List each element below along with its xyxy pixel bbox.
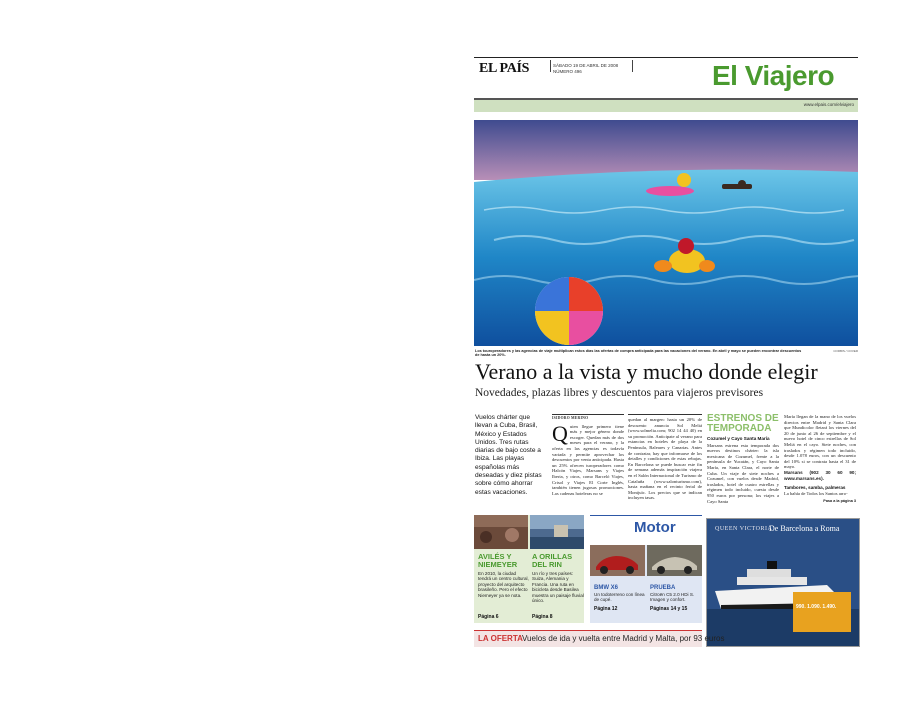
oferta-bar[interactable]: [474, 630, 725, 647]
issue-date: [553, 63, 618, 74]
motor-item-prueba: [650, 585, 702, 612]
date-text: SÁBADO 19 DE ABRIL DE 2008: [553, 63, 619, 68]
masthead-divider: [550, 60, 551, 72]
citroen-car-photo: [647, 545, 702, 576]
estrenos-title: ESTRENOS DE TEMPORADA: [707, 413, 779, 434]
column-text: uien llegue primero tiene más y mejor género donde escoger. Quedan más de dos meses para el verano, y la oferta en las agencias es todavía variada y permite aprovechar los descuentos por venta anticipada. Hasta un 25% ofrecen turoperadores como Halcón Viajes, Marsans y Viajes Iberia, y otros, como Barceló Viajes, Crisol y Viajes El Corte Inglés, también tienen jugosas promociones. Las cadenas hoteleras no se: [552, 423, 624, 496]
features-box: [474, 515, 584, 623]
section-bar: [474, 98, 858, 112]
section-url: www.elpais.com/elviajero: [803, 102, 854, 107]
motor-page-link[interactable]: Páginas 14 y 15: [650, 605, 688, 612]
cruise-advertisement[interactable]: [706, 518, 860, 647]
article-column-2: [628, 414, 702, 501]
photo-credit: CORBIS / COVER: [833, 349, 858, 353]
motor-box: [590, 515, 702, 623]
motor-rule: [590, 515, 702, 516]
article-column-1: [552, 414, 624, 496]
motor-item-title: BMW X6: [594, 585, 618, 591]
feature-aviles: [478, 553, 530, 598]
pool-photo: [474, 120, 858, 346]
motor-item-text: Citroën C5 2.0 HDi S. Imagen y confort.: [650, 592, 695, 603]
column-subtitle: Tambores, samba, palmeras: [784, 485, 846, 491]
masthead-divider: [632, 60, 633, 72]
feature-rin: [532, 553, 584, 603]
photo-caption: Los touroperadores y las agencias de viaje multiplican estos días las ofertas de compra anticipada para las vacaciones del verano. En abril y mayo se pueden encontrar descuentos de hasta un 20%.: [475, 349, 802, 357]
article-column-4: [784, 414, 856, 505]
column-rule: [628, 414, 702, 415]
column-text: La bahía de Todos los Santos arro-: [784, 490, 848, 496]
subheadline: Novedades, plazas libres y descuentos para viajeros previsores: [475, 387, 764, 399]
motor-item-bmw: [594, 585, 646, 612]
section-title: El Viajero: [712, 60, 835, 91]
main-headline: Verano a la vista y mucho donde elegir: [475, 359, 818, 384]
feature-title: A ORILLAS DEL RIN: [532, 552, 573, 569]
feature-title: AVILÉS Y NIEMEYER: [478, 552, 518, 569]
ad-prices: 990. 1.090. 1.490.: [796, 604, 837, 610]
feature-text: Un río y tres países: Suiza, Alemania y Francia. Una ruta en bicicleta desde Basilea muestra un paisaje fluvial único.: [532, 571, 584, 604]
article-column-3: [707, 414, 779, 504]
ad-price-box: [793, 592, 851, 632]
column-text: Marsans estrena esta temporada dos nuevos destinos chárter: la isla mexicana de Cozumel, frente a la península de Yucatán, y Cayo Santa María, en Santa Clara, el norte de Cuba. Un viaje de siete noches a Cozumel, con vuelos desde Madrid, traslados, hotel de cuatro estrellas y régimen todo incluido, cuesta desde 950 euros por persona; los viajes a Cayo Santa: [707, 442, 779, 504]
motor-page-link[interactable]: Página 12: [594, 605, 618, 612]
feature-page-link[interactable]: Página 8: [532, 614, 553, 620]
oferta-label: LA OFERTA: [478, 634, 523, 643]
pool-photo-image: [474, 120, 858, 346]
drop-cap: Q: [552, 420, 568, 446]
feature-page-link[interactable]: Página 6: [478, 614, 499, 620]
oferta-text: Vuelos de ida y vuelta entre Madrid y Malta, por 93 euros: [522, 634, 725, 643]
newspaper-logo: EL PAÍS: [479, 61, 530, 76]
newspaper-page: [474, 57, 858, 647]
features-photos: [474, 515, 584, 549]
ad-brand: QUEEN VICTORIA: [715, 526, 773, 532]
estrenos-subtitle: Cozumel y Cayo Santa María: [707, 436, 770, 441]
motor-title: Motor: [634, 519, 676, 536]
continued-link[interactable]: Pasa a la página 3: [823, 499, 856, 504]
bmw-car-photo: [590, 545, 645, 576]
contact-line: Marsans (902 30 60 90; www.marsans.es).: [784, 469, 856, 481]
byline: ISIDORO MERINO: [552, 414, 624, 422]
motor-panel: [590, 545, 702, 623]
column-text: quedan al margen: hasta un 20% de descuento anuncia Sol Meliá (www.solmelia.com; 902 14 44 40) en su promoción. Anticipate al verano para estancias en hoteles de playa de la Península, Baleares y Canarias. Antes de contratar, hay que informarse de los detalles y condiciones de estas rebajas. En Barcelona se puede buscar este fin de semana además inspiración viajera en el Salón Internacional de Turismo de Cataluña (www.salonturismo.com), hasta mañana en el recinto ferial de Montjuïc. Los precios que se indican incluyen tasas.: [628, 417, 702, 501]
feature-text: En 2010, la ciudad tendrá un centro cultural, proyecto del arquitecto brasileño. Pero el efecto Niemeyer ya se nota.: [478, 571, 529, 598]
motor-item-text: Un todoterreno con línea de cupé.: [594, 592, 645, 603]
motor-item-title: PRUEBA: [650, 585, 676, 591]
ad-route: De Barcelona a Roma: [769, 524, 840, 533]
lead-text: Vuelos chárter que llevan a Cuba, Brasil, México y Estados Unidos. Tres rutas diarias de bajo coste a Ibiza. Las playas españolas más deseadas y diez pistas sobre cómo ahorrar estas vacaciones.: [475, 414, 542, 496]
issue-number: NÚMERO 496: [553, 68, 582, 74]
column-text: María llegan de la mano de los vuelos directos entre Madrid y Santa Clara que Mundicolor fletará los viernes del 20 de junio al 26 de septiembre y el nuevo hotel de cinco estrellas de Sol Meliá en el cayo. Siete noches, con traslados y régimen todo incluido, desde 1.078 euros, con un descuento del 10% si se contrata hasta el 31 de mayo.: [784, 414, 856, 470]
